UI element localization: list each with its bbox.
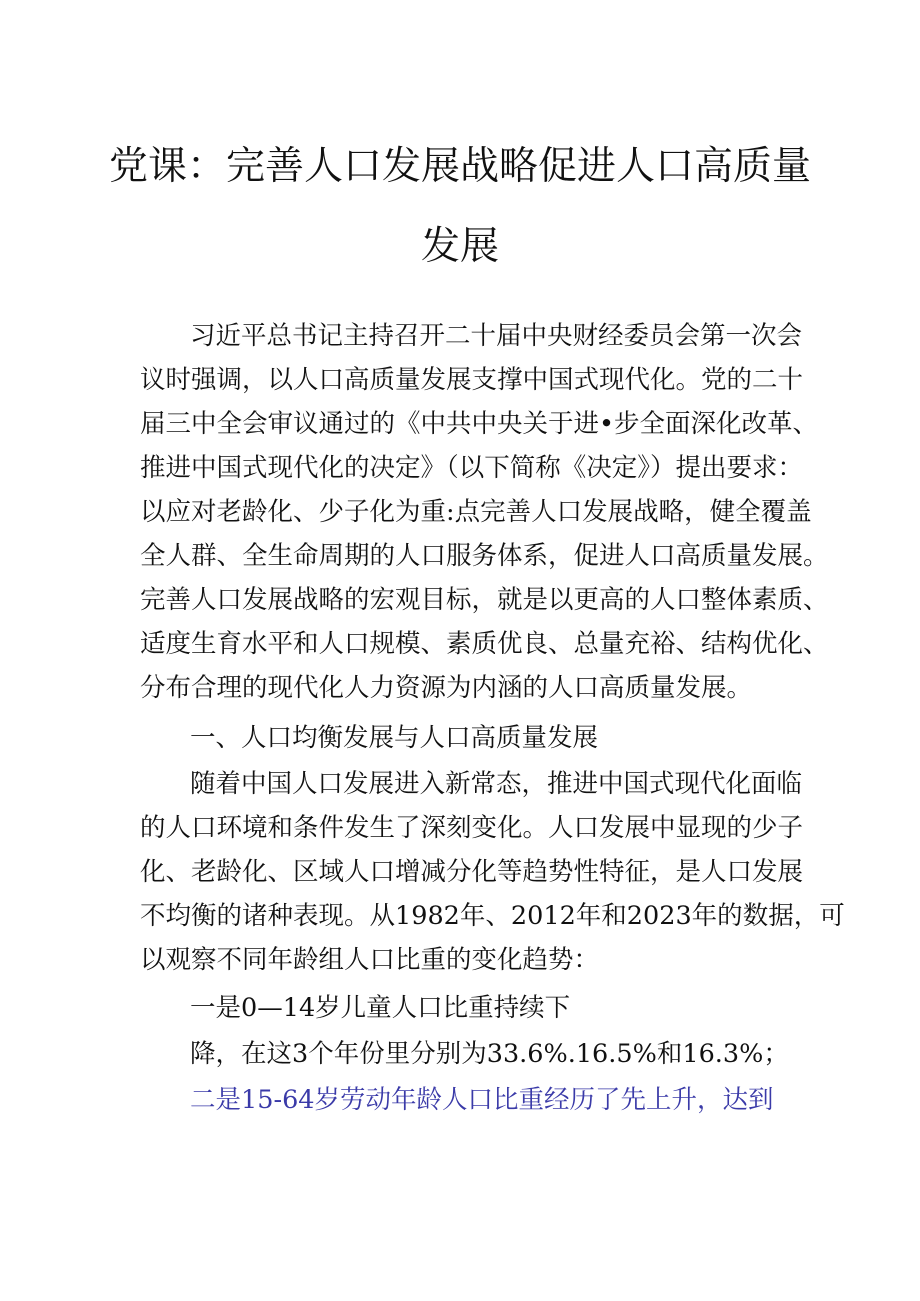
paragraph-line-4: 推进中国式现代化的决定》（以下简称《决定》）提出要求： — [140, 453, 804, 483]
paragraph-line-3: 届三中全会审议通过的《中共中央关于进•步全面深化改革、 — [140, 409, 819, 439]
paragraph-line-5: 以应对老龄化、少子化为重:点完善人口发展战略，健全覆盖 — [140, 497, 812, 527]
paragraph-line-12: 化、老龄化、区域人口增减分化等趋势性特征，是人口发展 — [140, 857, 804, 887]
paragraph-line-14: 以观察不同年龄组人口比重的变化趋势： — [140, 945, 600, 975]
list-item-line-3-highlighted: 二是15-64岁劳动年龄人口比重经历了先上升，达到 — [190, 1085, 774, 1115]
paragraph-line-6: 全人群、全生命周期的人口服务体系，促进人口高质量发展。 — [140, 541, 829, 571]
document-title-line-1: 党课：完善人口发展战略促进人口高质量 — [108, 144, 811, 189]
paragraph-line-10: 随着中国人口发展进入新常态，推进中国式现代化面临 — [190, 769, 803, 799]
paragraph-line-2: 议时强调，以人口高质量发展支撑中国式现代化。党的二十 — [140, 365, 804, 395]
paragraph-line-1: 习近平总书记主持召开二十届中央财经委员会第一次会 — [190, 321, 803, 351]
list-item-line-2: 降，在这3个年份里分别为33.6%.16.5%和16.3%； — [190, 1039, 789, 1069]
document-title-line-2: 发展 — [420, 224, 499, 269]
paragraph-line-8: 适度生育水平和人口规模、素质优良、总量充裕、结构优化、 — [140, 629, 829, 659]
section-heading-1: 一、人口均衡发展与人口高质量发展 — [190, 723, 599, 753]
paragraph-line-7: 完善人口发展战略的宏观目标，就是以更高的人口整体素质、 — [140, 585, 829, 615]
paragraph-line-11: 的人口环境和条件发生了深刻变化。人口发展中显现的少子 — [140, 813, 804, 843]
paragraph-line-9: 分布合理的现代化人力资源为内涵的人口高质量发展。 — [140, 673, 753, 703]
list-item-line-1: 一是0—14岁儿童人口比重持续下 — [190, 993, 571, 1023]
paragraph-line-13: 不均衡的诸种表现。从1982年、2012年和2023年的数据，可 — [140, 901, 845, 931]
